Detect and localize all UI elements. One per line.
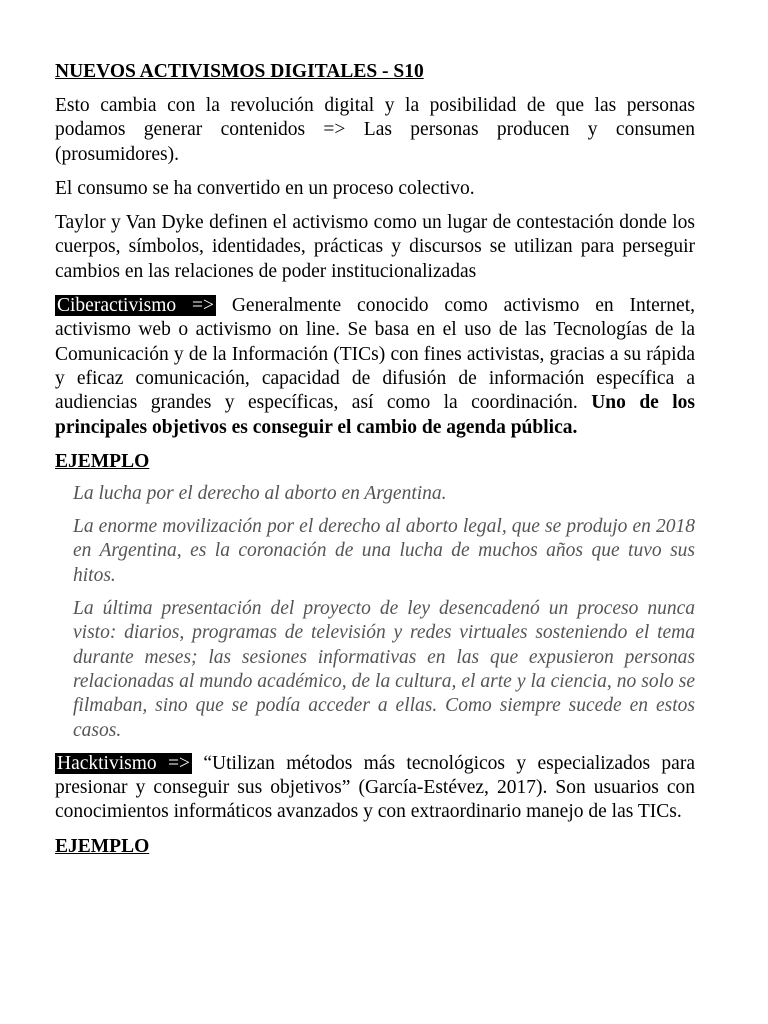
document-page [55,60,695,867]
paragraph-ciberactivismo [55,294,695,440]
paragraph-hacktivismo [55,752,695,825]
example-quote-movilizacion: La enorme movilización por el derecho al aborto legal, que se produjo en 2018 en Argentina, es la coronación de una lucha de muchos años que tuvo sus hitos. [73,516,695,586]
paragraph-taylor-van-dyke: Taylor y Van Dyke definen el activismo como un lugar de contestación donde los cuerpos, símbolos, identidades, prácticas y discursos se utilizan para perseguir cambios en las relaciones de poder institucionalizadas [55,212,695,282]
ejemplo-heading-1: EJEMPLO [55,450,150,472]
ciberactivismo-objective: Uno de los principales objetivos es conseguir el cambio de agenda pública. [55,392,695,438]
paragraph-revolucion-digital: Esto cambia con la revolución digital y la posibilidad de que las personas podamos generar contenidos => Las personas producen y consumen (prosumidores). [55,95,695,165]
ciberactivismo-highlight-label: Ciberactivismo => [57,295,214,317]
document-title: NUEVOS ACTIVISMOS DIGITALES - S10 [55,61,424,82]
paragraph-consumo-colectivo: El consumo se ha convertido en un proceso colectivo. [55,177,475,199]
ejemplo-heading-2: EJEMPLO [55,835,150,857]
example-quote-title: La lucha por el derecho al aborto en Argentina. [73,482,447,504]
example-quote-proyecto-ley: La última presentación del proyecto de ley desencadenó un proceso nunca visto: diarios, programas de televisión y redes virtuales sosteniendo el tema durante meses; las sesiones informativas en las que expusieron personas relacionadas al mundo académico, de la cultura, el arte y la ciencia, no solo se filmaban, sino que se podía acceder a ellas. Como siempre sucede en estos casos. [73,598,695,741]
hacktivismo-definition: “Utilizan métodos más tecnológicos y especializados para presionar y conseguir sus objetivos” (García-Estévez, 2017). Son usuarios con conocimientos informáticos avanzados y con extraordinario manejo de las TICs. [55,752,695,823]
ciberactivismo-definition: Generalmente conocido como activismo en Internet, activismo web o activismo on line. Se basa en el uso de las Tecnologías de la Comunicación y de la Información (TICs) con fines activistas, gracias a su rápida y eficaz comunicación, capacidad de difusión de información específica a audiencias grandes y específicas, así como la coordinación. [55,295,696,414]
hacktivismo-highlight-label: Hacktivismo => [57,752,191,774]
